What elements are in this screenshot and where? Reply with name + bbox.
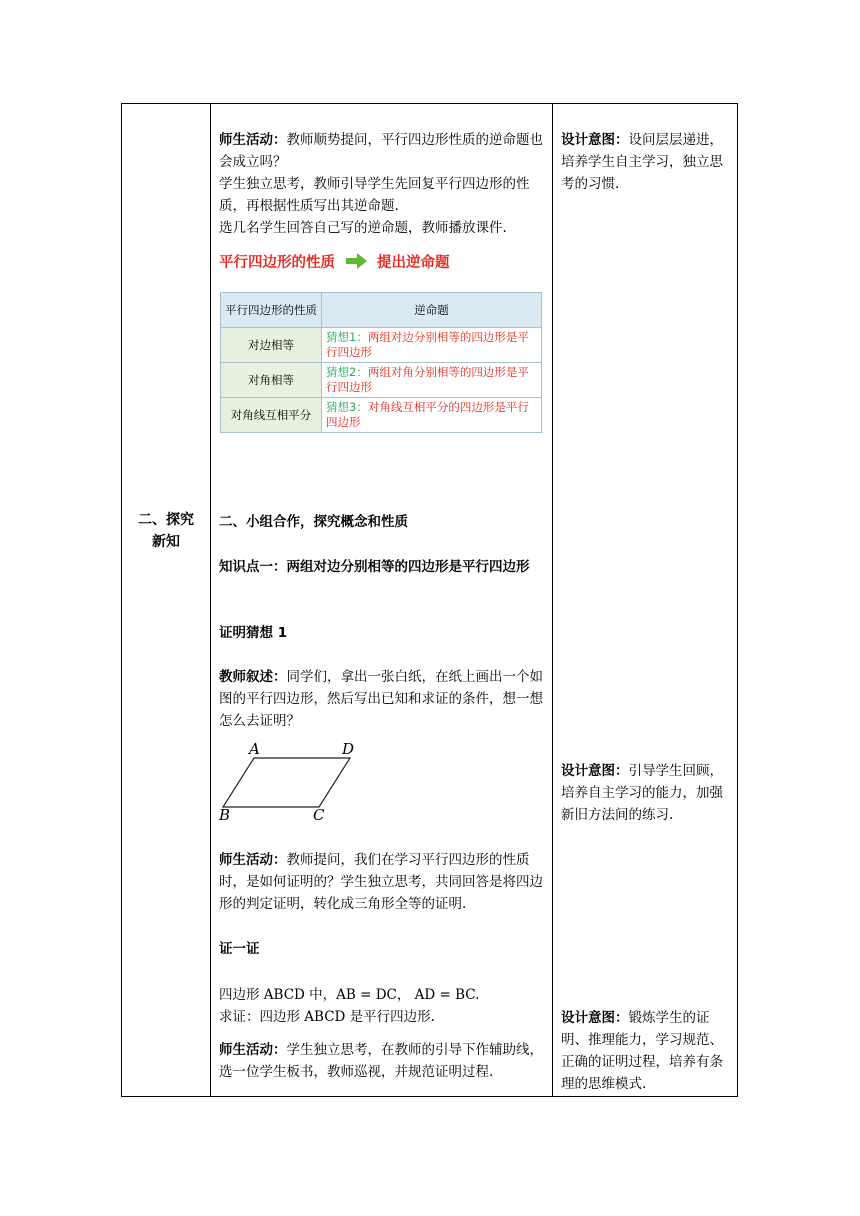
guess-tag: 猜想1： — [326, 330, 368, 344]
column-divider — [552, 104, 553, 1096]
design-text: 锻炼学生的证明、推理能力，学习规范、正确的证明过程，培养有条理的思维模式. — [561, 1010, 723, 1092]
guess-tag: 猜想2： — [326, 365, 368, 379]
vertex-label-d: D — [342, 740, 355, 758]
activity3-paragraph — [219, 1039, 549, 1083]
table-header-property: 平行四边形的性质 — [221, 293, 322, 328]
activity-paragraph — [219, 129, 549, 173]
student-think-paragraph: 学生独立思考，教师引导学生先回复平行四边形的性质，再根据性质写出其逆命题. — [219, 176, 530, 214]
activity3-text: 学生独立思考，在教师的引导下作辅助线，选一位学生板书，教师巡视，并规范证明过程. — [219, 1042, 543, 1080]
knowledge-point: 知识点一：两组对边分别相等的四边形是平行四边形 — [219, 559, 530, 575]
design-label: 设计意图： — [561, 763, 629, 779]
design-text: 引导学生回顾，培养自主学习的能力，加强新旧方法间的练习. — [561, 763, 723, 823]
activity2-text: 教师提问，我们在学习平行四边形的性质时，是如何证明的？学生独立思考，共同回答是将四边形的判定证明，转化成三角形全等的证明. — [219, 852, 543, 912]
vertex-label-a: A — [249, 740, 260, 758]
design-intent — [561, 1007, 731, 1095]
right-arrow-icon — [346, 253, 368, 269]
teacher-text: 同学们，拿出一张白纸，在纸上画出一个如图的平行四边形，然后写出已知和求证的条件，想一想怎么去证明？ — [219, 669, 543, 729]
proof-title: 证一证 — [219, 941, 260, 957]
activity-label: 师生活动： — [219, 132, 287, 148]
activity3-label: 师生活动： — [219, 1042, 287, 1058]
table-row — [221, 328, 542, 363]
converse-cell — [322, 398, 542, 433]
given-line: 四边形 ABCD 中，AB = DC， AD = BC. — [219, 987, 480, 1003]
activity2-paragraph — [219, 849, 549, 915]
converse-text: 对角线互相平分的四边形是平行四边形 — [326, 400, 529, 429]
design-label: 设计意图： — [561, 1010, 629, 1026]
lesson-table — [121, 103, 738, 1097]
teacher-label: 教师叙述： — [219, 669, 287, 685]
property-cell: 对角线互相平分 — [221, 398, 322, 433]
prove-title: 证明猜想 1 — [219, 625, 288, 641]
converse-text: 两组对边分别相等的四边形是平行四边形 — [326, 330, 529, 359]
section-title — [122, 509, 210, 553]
property-cell: 对角相等 — [221, 363, 322, 398]
flow-banner — [219, 251, 549, 273]
converse-cell — [322, 363, 542, 398]
column-divider — [210, 104, 211, 1096]
converse-table — [220, 292, 542, 433]
to-prove-line: 求证：四边形 ABCD 是平行四边形. — [219, 1009, 435, 1025]
activity-text: 教师顺势提问，平行四边形性质的逆命题也会成立吗？ — [219, 132, 543, 170]
answer-paragraph: 选几名学生回答自己写的逆命题，教师播放课件. — [219, 220, 507, 236]
section-title-text: 二、探究新知 — [138, 512, 194, 550]
flow-left-label: 平行四边形的性质 — [219, 255, 335, 271]
design-text: 设问层层递进，培养学生自主学习，独立思考的习惯. — [561, 132, 723, 192]
flow-right-label: 提出逆命题 — [377, 255, 450, 271]
table-row — [221, 363, 542, 398]
part2-heading: 二、小组合作，探究概念和性质 — [219, 514, 408, 530]
property-cell: 对边相等 — [221, 328, 322, 363]
design-intent — [561, 760, 731, 826]
vertex-label-b: B — [219, 806, 231, 822]
guess-tag: 猜想3： — [326, 400, 368, 414]
activity2-label: 师生活动： — [219, 852, 287, 868]
vertex-label-c: C — [313, 806, 325, 822]
converse-text: 两组对角分别相等的四边形是平行四边形 — [326, 365, 529, 394]
design-label: 设计意图： — [561, 132, 629, 148]
parallelogram-figure — [219, 740, 369, 822]
table-row — [221, 398, 542, 433]
table-header-converse: 逆命题 — [322, 293, 542, 328]
converse-cell — [322, 328, 542, 363]
teacher-narration — [219, 666, 549, 732]
design-intent — [561, 129, 731, 195]
